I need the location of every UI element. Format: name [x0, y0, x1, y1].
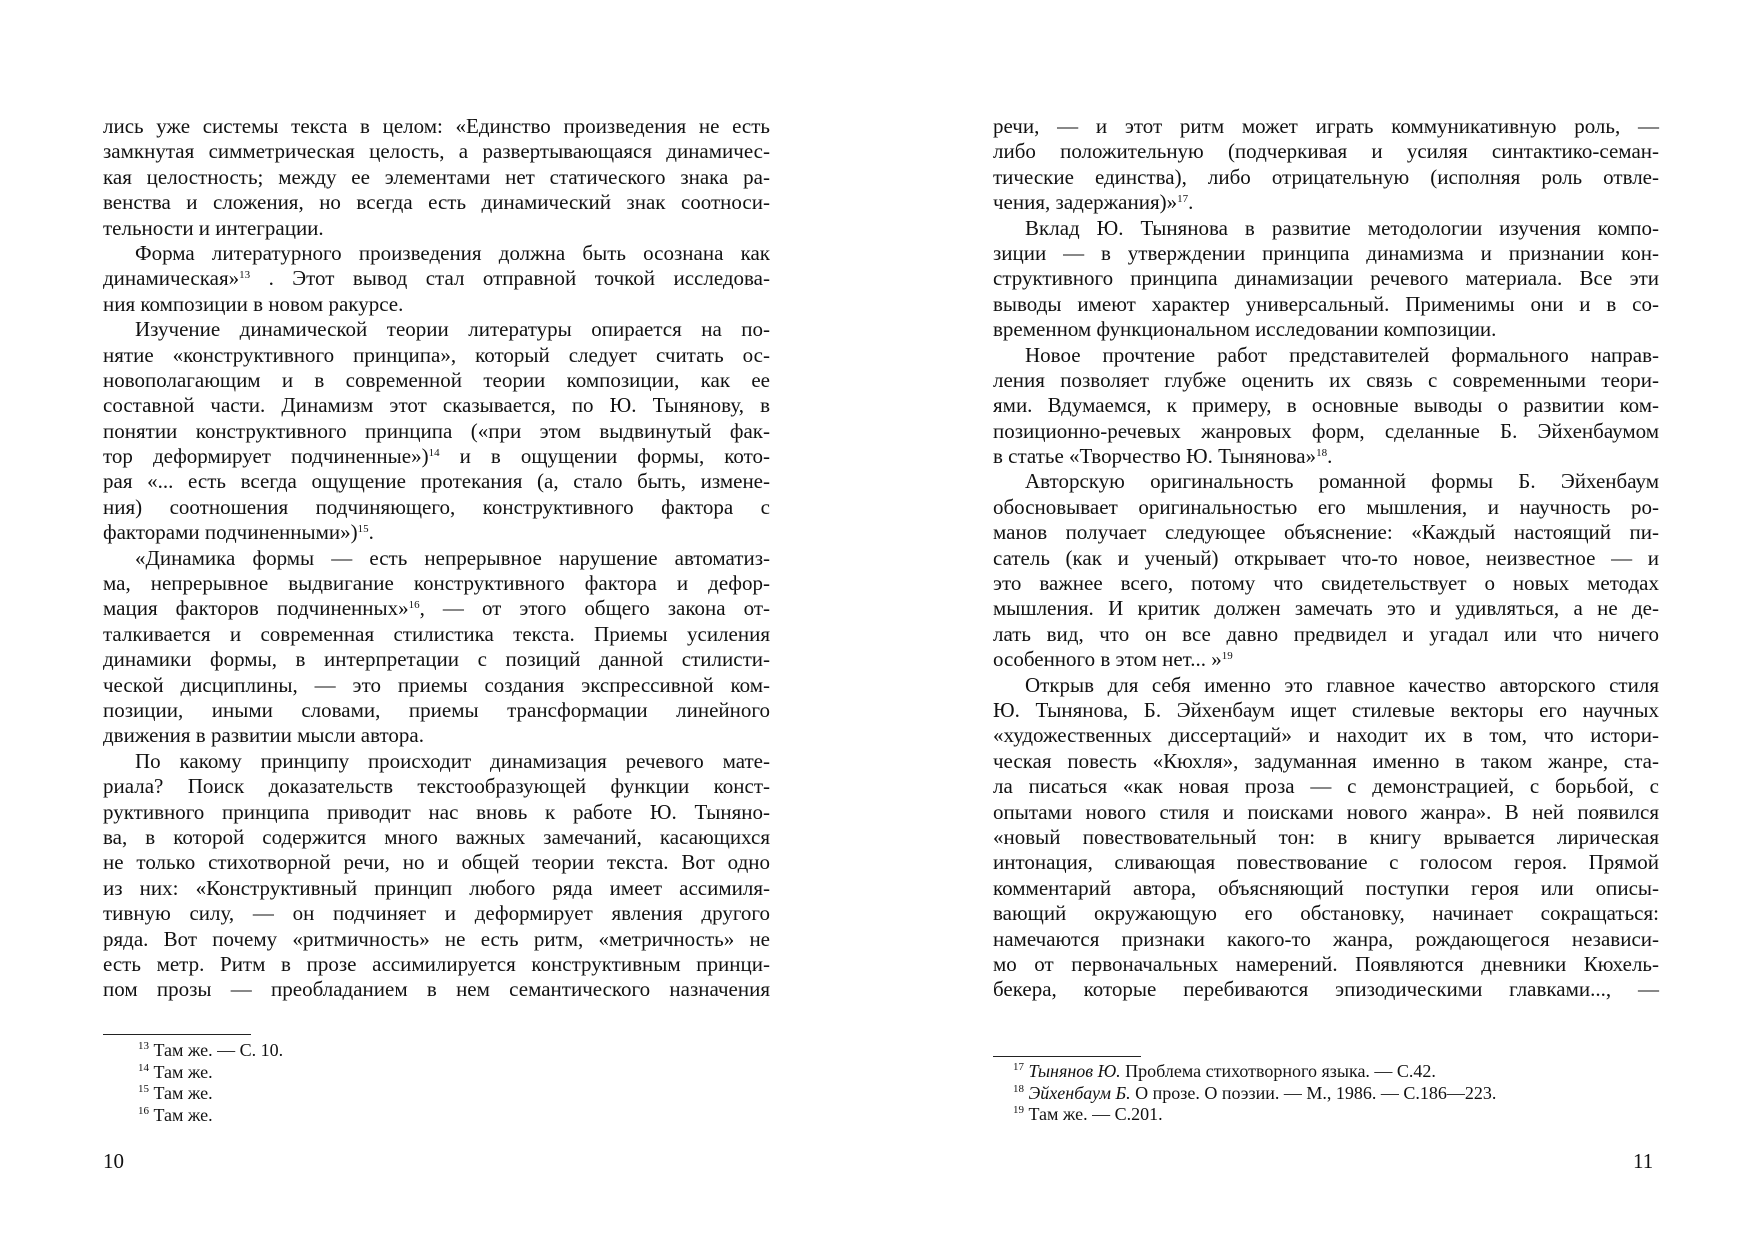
text-line-content: намечаются признаки какого-то жанра, рождающегося независи- [993, 926, 1659, 951]
text-line-content: понятии конструктивного принципа («при этом выдвинутый фак- [103, 418, 770, 443]
text-line-content: тивную силу, — он подчиняет и деформирует явления другого [103, 901, 770, 926]
text-line-content: ческой дисциплины, — это приемы создания экспрессивной ком- [103, 672, 770, 697]
text-line-content: факторами подчиненными») [103, 520, 358, 545]
text-line-content: рая «... есть всегда ощущение протекания (а, стало быть, измене- [103, 469, 770, 494]
text-line-content: новополагающим и в современной теории композиции, как ее [103, 367, 770, 392]
text-line-content: «новый повествовательный тон: в книгу врывается лирическая [993, 824, 1659, 849]
footnote-number: 18 [1013, 1082, 1024, 1095]
footnote-ref: 13 [239, 269, 251, 282]
text-line [103, 825, 770, 850]
text-line-content: Авторскую оригинальность романной формы Б. Эйхенбаум [1025, 469, 1659, 494]
left-footnotes [138, 1040, 283, 1126]
footnote-number: 19 [1013, 1104, 1024, 1116]
text-line-content: есть метр. Ритм в прозе ассимилируется конструктивным принци- [103, 951, 770, 976]
text-line-content: Форма литературного произведения должна быть осознана как [135, 240, 770, 265]
footnote-number: 17 [1013, 1061, 1024, 1073]
text-line-content: не только стихотворной речи, но и общей теории текста. Вот одно [103, 850, 770, 875]
footnote [1013, 1104, 1496, 1126]
text-line [103, 495, 770, 520]
text-line-content: ния) соотношения подчиняющего, конструктивного фактора с [103, 494, 770, 519]
text-line [993, 165, 1659, 190]
text-line-content: Новое прочтение работ представителей формального направ- [1025, 342, 1659, 367]
footnote-ref: 18 [1316, 447, 1328, 460]
text-line [993, 444, 1659, 469]
text-line [993, 927, 1659, 952]
text-line-content: талкивается и современная стилистика текста. Приемы усиления [103, 621, 770, 646]
text-line-content: чения, задержания)» [993, 190, 1178, 215]
text-line-content: кая целостность; между ее элементами нет статического знака ра- [103, 164, 770, 189]
text-line [993, 749, 1659, 774]
text-line [103, 749, 770, 774]
footnote [138, 1083, 283, 1105]
text-line-content: интонация, сливающая повествование с голосом героя. Прямой [993, 850, 1659, 875]
text-line-content: позиции, иными словами, приемы трансформации линейного [103, 697, 770, 722]
text-line [993, 393, 1659, 418]
text-line-content: мо от первоначальных намерений. Появляются дневники Кюхель- [993, 951, 1659, 976]
text-line [103, 774, 770, 799]
left-page-number: 10 [103, 1149, 124, 1173]
text-line-content: позиционно-речевых жанровых форм, сделанные Б. Эйхенбаумом [993, 418, 1659, 443]
footnote-ref: 19 [1221, 650, 1233, 663]
footnote-number: 13 [138, 1040, 149, 1052]
right-footnote-rule [993, 1056, 1141, 1057]
text-line [103, 393, 770, 418]
footnote-ref: 14 [428, 447, 440, 460]
text-line-content: мышления. И критик должен замечать это и удивляться, а не де- [993, 596, 1659, 621]
text-line [103, 800, 770, 825]
text-line [993, 774, 1659, 799]
text-line-content: ления позволяет глубже оценить их связь с современными теори- [993, 367, 1659, 392]
right-page-number: 11 [1633, 1149, 1654, 1173]
text-line-content: нятие «конструктивного принципа», который следует считать ос- [103, 342, 770, 367]
text-line [103, 673, 770, 698]
text-line-content: тельности и интеграции. [103, 215, 324, 240]
text-line [103, 546, 770, 571]
text-line-content: манов получает следующее объяснение: «Каждый настоящий пи- [993, 520, 1659, 545]
footnote-text: О прозе. О поэзии. — М., 1986. — С.186—223. [1130, 1082, 1497, 1103]
text-line [993, 546, 1659, 571]
text-line-content: движения в развитии мысли автора. [103, 723, 424, 748]
text-line [103, 622, 770, 647]
text-line [993, 469, 1659, 494]
footnote-text: Проблема стихотворного языка. — С.42. [1120, 1061, 1436, 1081]
footnote [138, 1040, 283, 1062]
text-line-content: вающий окружающую его обстановку, начинает сокращаться: [993, 901, 1659, 926]
text-line [993, 114, 1659, 139]
text-line-content: из них: «Конструктивный принцип любого ряда имеет ассимиля- [103, 875, 770, 900]
footnote-number: 15 [138, 1083, 149, 1095]
text-line [103, 850, 770, 875]
text-line-content: замкнутая симметрическая целость, а развертывающаяся динамичес- [103, 139, 770, 164]
text-line [103, 216, 770, 241]
text-line-content: выводы имеют характер универсальный. Применимы они и в со- [993, 291, 1659, 316]
footnote-text: Там же. — С.201. [1024, 1104, 1163, 1124]
text-line-content: зиции — в утверждении принципа динамизма и признании кон- [993, 240, 1659, 265]
text-line [993, 241, 1659, 266]
right-footnotes [1013, 1061, 1496, 1126]
text-line-content: обосновывает оригинальностью его мышления, и научность ро- [993, 494, 1659, 519]
text-line [993, 139, 1659, 164]
text-line-content: «художественных диссертаций» и находит их в том, что истори- [993, 723, 1659, 748]
text-line-content: это важнее всего, потому что свидетельствует о новых методах [993, 571, 1659, 596]
text-line [103, 343, 770, 368]
footnote [138, 1105, 283, 1127]
text-line [103, 927, 770, 952]
right-page-body-text [993, 114, 1659, 1003]
footnote-ref: 16 [408, 599, 420, 612]
right-page [877, 0, 1754, 1241]
text-line-content: тор деформирует подчиненные») [103, 444, 429, 469]
text-line-content: Открыв для себя именно это главное качество авторского стиля [1025, 672, 1659, 697]
text-line [103, 292, 770, 317]
text-line [993, 622, 1659, 647]
text-line [993, 647, 1659, 672]
text-line-content: временном функциональном исследовании композиции. [993, 317, 1497, 342]
text-line-content: По какому принципу происходит динамизация речевого мате- [135, 748, 770, 773]
text-line [993, 901, 1659, 926]
left-footnote-rule [103, 1034, 251, 1035]
text-line-content: речи, — и этот ритм может играть коммуникативную роль, — [993, 114, 1659, 138]
text-line-content: пом прозы — преобладанием в нем семантического назначения [103, 977, 770, 1002]
footnote [138, 1062, 283, 1084]
text-line [103, 165, 770, 190]
text-line [103, 698, 770, 723]
text-line-content: ческая повесть «Кюхля», задуманная именно в таком жанре, ста- [993, 748, 1659, 773]
text-line [993, 520, 1659, 545]
text-line-content: в статье «Творчество Ю. Тынянова» [993, 444, 1317, 469]
text-line-content: Ю. Тынянова, Б. Эйхенбаум ищет стилевые векторы его научных [993, 697, 1659, 722]
text-line [993, 292, 1659, 317]
text-line-content: особенного в этом нет... » [993, 647, 1222, 672]
footnote-author: Эйхенбаум Б. [1028, 1082, 1131, 1103]
text-line-content: либо положительную (подчеркивая и усиляя синтактико-семан- [993, 139, 1659, 164]
text-line-content: лись уже системы текста в целом: «Единство произведения не есть [103, 114, 770, 138]
footnote-ref: 15 [357, 523, 369, 536]
text-line [103, 901, 770, 926]
text-line [103, 317, 770, 342]
text-line-content: динамическая» [103, 266, 240, 291]
text-line-content: комментарий автора, объясняющий поступки героя или описы- [993, 875, 1659, 900]
text-line [103, 241, 770, 266]
text-line-content: динамики формы, в интерпретации с позиций данной стилисти- [103, 647, 770, 672]
text-line-content: бекера, которые перебиваются эпизодическими главками..., — [993, 977, 1659, 1002]
text-line [993, 723, 1659, 748]
text-line [103, 647, 770, 672]
footnote [1013, 1061, 1496, 1083]
text-line [993, 673, 1659, 698]
text-line-continuation: и в ощущении формы, кото- [439, 444, 770, 469]
text-line-content: руктивного принципа приводит нас вновь к работе Ю. Тыняно- [103, 799, 770, 824]
footnote-text: Там же. [149, 1083, 213, 1103]
text-line [103, 139, 770, 164]
footnote-number: 16 [138, 1104, 149, 1117]
text-line-content: ла писаться «как новая проза — с демонстрацией, с борьбой, с [993, 774, 1659, 799]
text-line-content: Вклад Ю. Тынянова в развитие методологии изучения компо- [1025, 215, 1659, 240]
text-line-content: ряда. Вот почему «ритмичность» не есть ритм, «метричность» не [103, 926, 770, 951]
text-line-content: ма, непрерывное выдвигание конструктивного фактора и дефор- [103, 571, 770, 596]
text-line [993, 190, 1659, 215]
text-line-content: Изучение динамической теории литературы опирается на по- [135, 317, 770, 342]
text-line-continuation: , — от этого общего закона от- [419, 596, 770, 621]
text-line [993, 977, 1659, 1002]
left-page-body-text [103, 114, 770, 1003]
text-line-content: сатель (как и ученый) открывает что-то новое, неизвестное — и [993, 545, 1659, 570]
text-line-content: тические единства), либо отрицательную (исполняя роль отвле- [993, 164, 1659, 189]
text-line [103, 469, 770, 494]
text-line [993, 495, 1659, 520]
text-line [993, 419, 1659, 444]
text-line [103, 723, 770, 748]
text-line [993, 368, 1659, 393]
footnote-ref: 17 [1177, 193, 1189, 206]
text-line [993, 317, 1659, 342]
text-line [993, 596, 1659, 621]
text-line [103, 190, 770, 215]
text-line-continuation: . [1188, 190, 1194, 215]
text-line-content: ями. Вдумаемся, к примеру, в основные выводы о развитии ком- [993, 393, 1659, 418]
text-line [103, 876, 770, 901]
text-line-content: опытами нового стиля и поисками нового жанра». В ней появился [993, 799, 1659, 824]
footnote [1013, 1083, 1496, 1105]
text-line-continuation: . [1327, 444, 1333, 469]
text-line [993, 216, 1659, 241]
text-line [993, 343, 1659, 368]
text-line [103, 571, 770, 596]
text-line-continuation: . [368, 520, 374, 545]
text-line-content: структивного принципа динамизации речевого материала. Все эти [993, 266, 1659, 291]
text-line [993, 698, 1659, 723]
footnote-author: Тынянов Ю. [1028, 1061, 1121, 1081]
footnote-text: Там же. [149, 1061, 213, 1082]
text-line [103, 952, 770, 977]
text-line-content: ния композиции в новом ракурсе. [103, 291, 404, 316]
text-line [993, 571, 1659, 596]
text-line [103, 977, 770, 1002]
text-line [103, 444, 770, 469]
text-line [103, 419, 770, 444]
footnote-text: Там же. — С. 10. [149, 1040, 284, 1060]
text-line [993, 952, 1659, 977]
text-line-content: ва, в которой содержится много важных замечаний, касающихся [103, 824, 770, 849]
text-line [103, 368, 770, 393]
text-line [993, 876, 1659, 901]
text-line [103, 114, 770, 139]
footnote-text: Там же. [149, 1104, 213, 1125]
text-line-content: лать вид, что он все давно предвидел и угадал или что ничего [993, 621, 1659, 646]
footnote-number: 14 [138, 1061, 149, 1074]
text-line [103, 266, 770, 291]
text-line [993, 800, 1659, 825]
text-line [993, 850, 1659, 875]
text-line [993, 266, 1659, 291]
text-line-content: составной части. Динамизм этот сказывается, по Ю. Тынянову, в [103, 393, 770, 418]
text-line-content: венства и сложения, но всегда есть динамический знак соотноси- [103, 190, 770, 215]
text-line-content: «Динамика формы — есть непрерывное нарушение автоматиз- [135, 545, 770, 570]
text-line [993, 825, 1659, 850]
text-line-content: риала? Поиск доказательств текстообразующей функции конст- [103, 774, 770, 799]
text-line [103, 596, 770, 621]
text-line-content: мация факторов подчиненных» [103, 596, 409, 621]
text-line [103, 520, 770, 545]
text-line-continuation: . Этот вывод стал отправной точкой исследова- [250, 266, 770, 291]
